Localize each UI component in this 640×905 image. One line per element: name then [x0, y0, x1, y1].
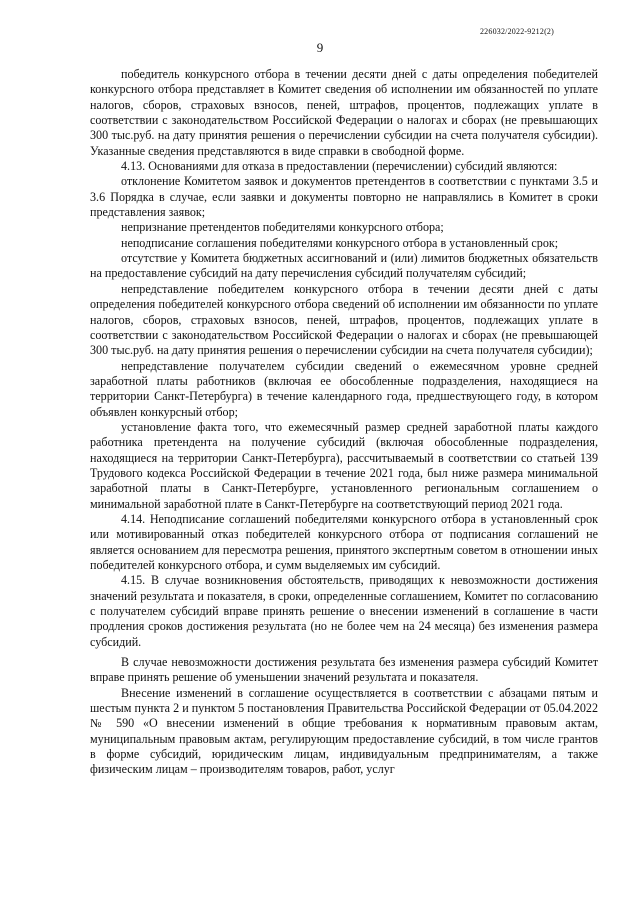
paragraph: непредставление получателем субсидии сведений о ежемесячном уровне средней заработной платы работников (включая ее обособленные подразделения, находящиеся на территории Санкт-Петербурга) в течение календарного года, предшествующего году, в котором объявлен конкурсный отбор; [90, 358, 598, 419]
paragraph: 4.13. Основаниями для отказа в предоставлении (перечислении) субсидий являются: [121, 159, 558, 174]
paragraph: 4.15. В случае возникновения обстоятельств, приводящих к невозможности достижения значений результата и показателя, в сроки, определенные соглашением, Комитет по согласованию с получателем субсидий вправе принять решение о внесении изменений в соглашение в части продления сроков достижения результата (но не более чем на 24 месяца) без изменения размера субсидий. [90, 573, 598, 649]
paragraph: В случае невозможности достижения результата без изменения размера субсидий Комитет вправе принять решение об уменьшении значений результата и показателя. [90, 655, 598, 685]
paragraph: отклонение Комитетом заявок и документов претендентов в соответствии с пунктами 3.5 и 3.6 Порядка в случае, если заявки и документы повторно не направлялись в Комитет в сроки представления заявок; [90, 174, 598, 220]
paragraph: Внесение изменений в соглашение осуществляется в соответствии с абзацами пятым и шестым пункта 2 и пунктом 5 постановления Правительства Российской Федерации от 05.04.2022 № 590 «О внесении изменений в общие требования к нормативным правовым актам, муниципальным правовым актам, регулирующим предоставление субсидий, в том числе грантов в форме субсидий, юридическим лицам, индивидуальным предпринимателям, а также физическим лицам – производителям товаров, работ, услуг [90, 685, 598, 777]
paragraph: победитель конкурсного отбора в течении десяти дней с даты определения победителей конкурсного отбора представляет в Комитет сведения об исполнении им обязанностей по уплате налогов, сборов, страховых взносов, пеней, штрафов, процентов, подлежащих уплате в соответствии с законодательством Российской Федерации о налогах и сборах (не превышающих 300 тыс.руб. на дату принятия решения о перечислении субсидии на счета получателя субсидии). Указанные сведения представляются в виде справки в свободной форме. [90, 67, 598, 158]
page-number: 9 [316, 40, 324, 55]
paragraph: непредставление победителем конкурсного отбора в течении десяти дней с даты определения победителей конкурсного отбора сведений об исполнении им обязанности по уплате налогов, сборов, страховых взносов, пеней, штрафов, процентов, подлежащих уплате в соответствии с законодательством Российской Федерации о налогах и сборах (не превышающей 300 тыс.руб. на дату принятия решения о перечислении субсидии на счета получателя субсидии); [90, 281, 598, 358]
paragraph: непризнание претендентов победителями конкурсного отбора; [121, 220, 444, 235]
document-number: 226032/2022-9212(2) [479, 27, 554, 36]
document-body [90, 67, 598, 778]
paragraph: 4.14. Неподписание соглашений победителями конкурсного отбора в установленный срок или мотивированный отказ победителей конкурсного отбора от подписания соглашений не является основанием для пересмотра решения, принятого экспертным советом в отношении иных победителей конкурсного отбора, и сумм выделяемых им субсидий. [90, 511, 598, 572]
paragraph: неподписание соглашения победителями конкурсного отбора в установленный срок; [121, 235, 559, 250]
paragraph: отсутствие у Комитета бюджетных ассигнований и (или) лимитов бюджетных обязательств на предоставление субсидий на дату перечисления субсидий получателям субсидий; [90, 251, 598, 281]
paragraph: установление факта того, что ежемесячный размер средней заработной платы каждого работника претендента на получение субсидий (включая обособленные подразделения, находящиеся на территории Санкт-Петербурга), рассчитываемый в соответствии со статьей 139 Трудового кодекса Российской Федерации в течение 2021 года, был ниже размера минимальной заработной платы в Санкт-Петербурге, установленного региональным соглашением о минимальной заработной плате в Санкт-Петербурге на соответствующий период 2021 года. [90, 419, 598, 511]
